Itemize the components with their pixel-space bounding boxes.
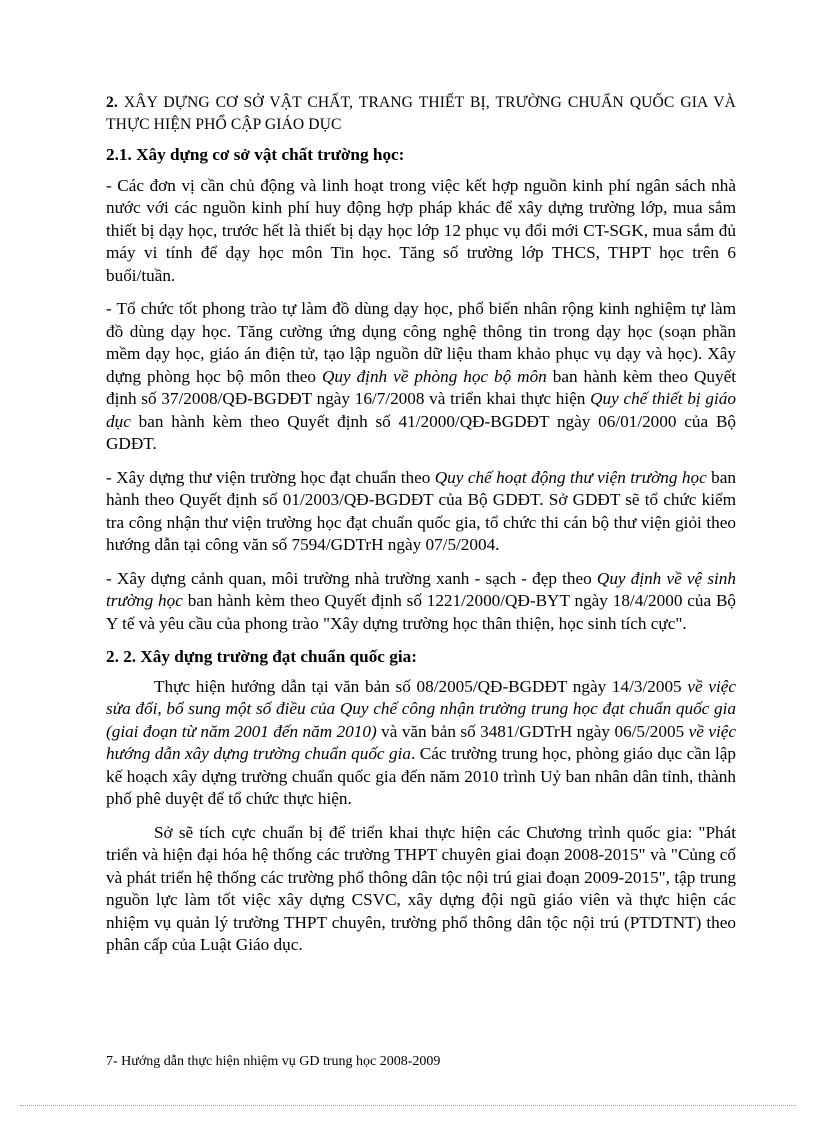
italic-run: về việc sửa đổi, bổ sung một số điều của Quy chế công nhận trường trung học đạt chuẩn quốc gia (giai đoạn từ năm 2001 đến năm 2010) [106,676,737,741]
paragraph-landscape [106,568,736,636]
page-bottom-divider [20,1105,796,1106]
paragraph-national-programs: Sở sẽ tích cực chuẩn bị để triển khai thực hiện các Chương trình quốc gia: "Phát triển và hiện đại hóa hệ thống các trường THPT chuyên giai đoạn 2008-2015" và "Củng cố và phát triển hệ thống các trường phổ thông dân tộc nội trú giai đoạn 2009-2015", tập trung nguồn lực làm tốt việc xây dựng CSVC, xây dựng đội ngũ giáo viên và thực hiện các nhiệm vụ quản lý trường THPT chuyên, trường phổ thông dân tộc nội trú (PTDTNT) theo phân cấp của Luật Giáo dục. [106,822,736,954]
italic-run: Quy chế hoạt động thư viện trường học [434,467,707,487]
paragraph-teaching-aids [106,298,736,456]
text-run: - Xây dựng thư viện trường học đạt chuẩn theo [106,467,435,487]
section-number: 2. [106,94,118,111]
italic-run: Quy định về phòng học bộ môn [321,366,547,386]
text-run: - Xây dựng cảnh quan, môi trường nhà trường xanh - sạch - đẹp theo [106,568,597,588]
text-run: và văn bản số 3481/GDTrH ngày 06/5/2005 [376,721,689,741]
section-title: XÂY DỰNG CƠ SỞ VẬT CHẤT, TRANG THIẾT BỊ, TRƯỜNG CHUẨN QUỐC GIA VÀ THỰC HIỆN PHỔ CẬP GIÁO DỤC [106,94,736,133]
subsection-heading-2-2: 2. 2. Xây dựng trường đạt chuẩn quốc gia: [106,647,417,666]
text-run: ban hành kèm theo Quyết định số 1221/2000/QĐ-BYT ngày 18/4/2000 của Bộ Y tế và yêu cầu của phong trào "Xây dựng trường học thân thiện, học sinh tích cực". [106,591,737,633]
subsection-heading-2-1: 2.1. Xây dựng cơ sở vật chất trường học: [106,145,405,164]
text-run: . Các trường trung học, phòng giáo dục cần lập kế hoạch xây dựng trường chuẩn quốc gia đến năm 2010 trình Uỷ ban nhân dân tỉnh, thành phố phê duyệt để tổ chức thực hiện. [106,744,736,808]
paragraph-library [106,467,736,557]
text-run: ban hành kèm theo Quyết định số 37/2008/QĐ-BGDĐT ngày 16/7/2008 và triển khai thực hiện [106,366,736,408]
text-run: - Tổ chức tốt phong trào tự làm đồ dùng dạy học, phổ biến nhân rộng kinh nghiệm tự làm đồ dùng dạy học. Tăng cường ứng dụng công nghệ thông tin trong dạy học (soạn phần mềm dạy học, giáo án điện tử, tạo lập nguồn dữ liệu tham khảo phục vụ dạy và học). Xây dựng phòng học bộ môn theo [106,299,736,386]
text-run: ban hành theo Quyết định số 01/2003/QĐ-BGDĐT của Bộ GDĐT. Sở GDĐT sẽ tổ chức kiểm tra công nhận thư viện trường học đạt chuẩn quốc gia, tổ chức thi cán bộ thư viện giỏi theo hướng dẫn tại công văn số 7594/GDTrH ngày 07/5/2004. [106,467,736,554]
italic-run: về việc hướng dẫn xây dựng trường chuẩn quốc gia [106,721,737,763]
document-body [106,92,736,968]
italic-run: Quy chế thiết bị giáo dục [106,389,736,431]
text-run: Thực hiện hướng dẫn tại văn bản số 08/2005/QĐ-BGDĐT ngày 14/3/2005 [154,676,688,696]
text-run: ban hành kèm theo Quyết định số 41/2000/QĐ-BGDĐT ngày 06/01/2000 của Bộ GDĐT. [106,411,736,453]
paragraph-funding: - Các đơn vị cần chủ động và linh hoạt trong việc kết hợp nguồn kinh phí ngân sách nhà nước với các nguồn kinh phí huy động hợp pháp khác để xây dựng trường lớp, mua sắm thiết bị dạy học, trước hết là thiết bị dạy học lớp 12 phục vụ đổi mới CT-SGK, mua sắm đủ máy vi tính để dạy học môn Tin học. Tăng số trường lớp THCS, THPT học trên 6 buổi/tuần. [106,175,736,285]
paragraph-national-standard [106,676,736,811]
section-heading-main [106,92,736,135]
page-footer: 7- Hướng dẫn thực hiện nhiệm vụ GD trung học 2008-2009 [106,1054,441,1069]
italic-run: Quy định về vệ sinh trường học [106,568,736,610]
